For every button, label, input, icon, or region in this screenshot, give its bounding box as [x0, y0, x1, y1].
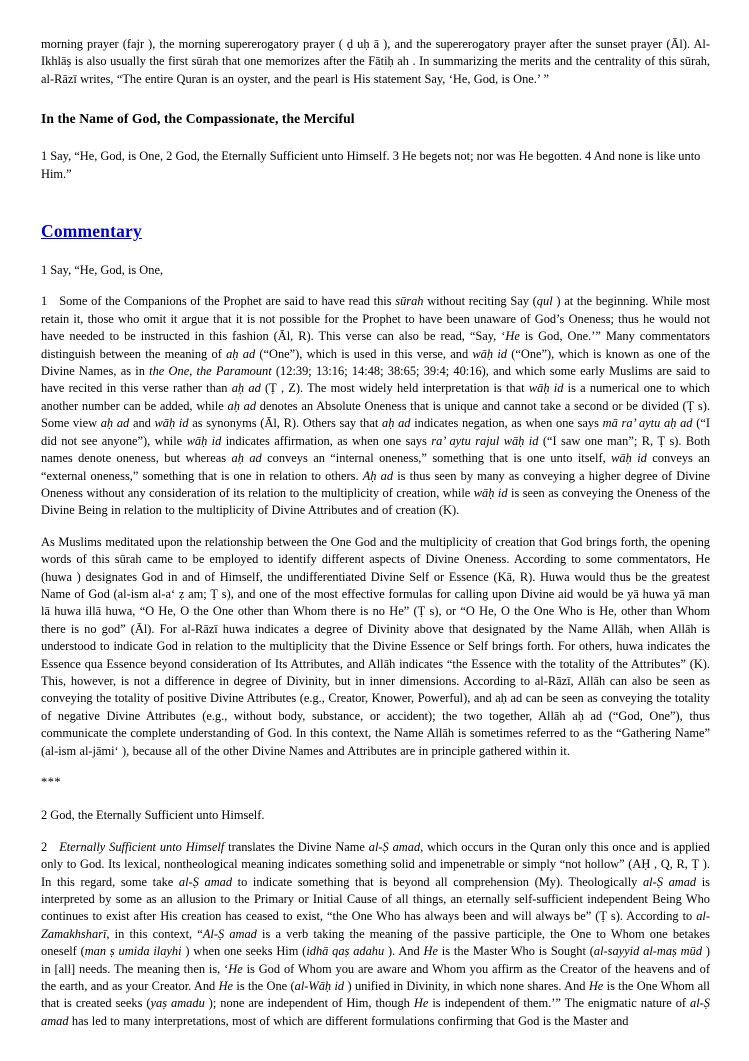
verse-1-lemma: 1 Say, “He, God, is One,	[41, 263, 164, 278]
commentary-heading-wrap	[41, 197, 710, 262]
commentary-1-number: 1	[41, 294, 48, 309]
commentary-3-body: Eternally Sufficient unto Himself translates the Divine Name al-Ṣ amad, which occurs in the Quran only this once and is applied only to God. Its lexical, nontheological meaning indicates something solid and impenetrable or simply “not hollow” (AḤ , Q, R, Ṭ ). In this regard, some take al-Ṣ amad to indicate something that is beyond all comprehension (My). Theologically al-Ṣ amad is interpreted by some as an allusion to the Primary or Initial Cause of all things, an eternally self-sufficient independent Being Who continues to exist after His creation has ceased to exist, “the One Who has always been and will always be” (Ṭ s). According to al-Zamakhsharī, in this context, “Al-Ṣ amad is a verb taking the meaning of the passive participle, the One to Whom one betakes oneself (man ṣ umida ilayhi ) when one seeks Him (idhā qaṣ adahu ). And He is the Master Who is Sought (al-sayyid al-maṣ mūd ) in [all] needs. The meaning then is, ‘He is God of Whom you are aware and Whom you affirm as the Creator of the heavens and of the earth, and as your Creator. And He is the One (al-Wāḥ id ) unified in Divinity, in which none shares. And He is the One Whom all that is created seeks (yaṣ amadu ); none are independent of Him, though He is independent of them.’” The enigmatic nature of al-Ṣ amad has led to many interpretations, most of which are different formulations confirming that God is the Master and	[41, 839, 711, 1028]
commentary-3-number: 2	[41, 839, 48, 854]
commentary-1-body: Some of the Companions of the Prophet are said to have read this sūrah without reciting Say (qul ) at the beginning. While most retain it, those who omit it argue that it is not possible for the Prophet to have been unaware of God’s Oneness; thus he would not have needed to be instructed in this fashion (Āl, R). This verse can also be read, “Say, ‘He is God, One.’” Many commentators distinguish between the meaning of aḥ ad (“One”), which is used in this verse, and wāḥ id (“One”), which is known as one of the Divine Names, as in the One, the Paramount (12:39; 13:16; 14:48; 38:65; 39:4; 40:16), and which some early Muslims are said to have recited in this verse rather than aḥ ad (Ṭ , Z). The most widely held interpretation is that wāḥ id is a numerical one to which another number can be added, while aḥ ad denotes an Absolute Oneness that is unique and cannot take a second or be divided (Ṭ s). Some view aḥ ad and wāḥ id as synonyms (Āl, R). Others say that aḥ ad indicates negation, as when one says mā ra’ aytu aḥ ad (“I did not see anyone”), while wāḥ id indicates affirmation, as when one says ra’ aytu rajul wāḥ id (“I saw one man”; R, Ṭ s). Both names denote oneness, but whereas aḥ ad conveys an “internal oneness,” something that is one unto itself, wāḥ id conveys an “external oneness,” something that is one in relation to others. Aḥ ad is thus seen by many as conveying a higher degree of Divine Oneness without any consideration of its relation to the multiplicity of creation, while wāḥ id is seen as conveying the Oneness of the Divine Being in relation to the multiplicity of Divine Attributes and of creation (K).	[41, 294, 711, 518]
commentary-paragraph-2: As Muslims meditated upon the relationship between the One God and the multiplicity of creation that God brings forth, the opening words of this sūrah came to be employed to identify different aspects of Divine Oneness. According to some commentators, He (huwa ) designates God in and of Himself, the undifferentiated Divine Self or Essence (Kā, R). Huwa would thus be the greatest Name of God (al-ism al-a‘ ẓ am; Ṭ s), and one of the most effective formulas for calling upon Divine aid would be yā huwa yā man lā huwa illā huwa, “O He, O the One other than Whom there is no He” (Ṭ s), or “O He, O the One Who is He, other than Whom there is no god” (Āl). For al-Rāzī huwa indicates a degree of Divinity above that designated by the Name Allāh, when Allāh is understood to indicate God in relation to the multiplicity that the Divine Essence or Self brings forth. For others, huwa indicates the Essence qua Essence beyond consideration of Its Attributes, and Allāh indicates “the Essence with the totality of the Attributes” (K). This, however, is not a difference in degree of Divinity, but in inner dimensions. According to al-Rāzī, Allāh can also be seen as conveying the totality of positive Divine Attributes (e.g., Creator, Knower, Powerful), and aḥ ad can be seen as conveying the totality of negative Divine Attributes (e.g., without body, substance, or accident); the two together, Allāh aḥ ad (“God, One”), thus communicate the complete understanding of God. In this context, the Name Allāh is sometimes referred to as the “Gathering Name” (al-ism al-jāmi‘ ), because all of the other Divine Names and Attributes are in principle gathered within it.	[41, 534, 710, 758]
commentary-heading-link[interactable]: Commentary	[41, 221, 142, 242]
section-separator: ***	[41, 775, 62, 789]
verse-translation-block: 1 Say, “He, God, is One, 2 God, the Eternally Sufficient unto Himself. 3 He begets not; nor was He begotten. 4 And none is like unto Him.”	[41, 149, 701, 181]
verse-2-lemma: 2 God, the Eternally Sufficient unto Himself.	[41, 808, 265, 823]
commentary-paragraph-1	[41, 293, 710, 519]
opening-paragraph: morning prayer (fajr ), the morning supererogatory prayer ( ḍ uḥ ā ), and the supererogatory prayer after the sunset prayer (Āl). Al-Ikhlāṣ is also usually the first sūrah that one memorizes after the Fātiḥ ah . In summarizing the merits and the centrality of this sūrah, al-Rāzī writes, “The entire Quran is an oyster, and the pearl is His statement Say, ‘He, God, is One.’ ”	[41, 37, 710, 86]
commentary-paragraph-3	[41, 839, 710, 1030]
basmala-heading: In the Name of God, the Compassionate, the Merciful	[41, 111, 355, 127]
